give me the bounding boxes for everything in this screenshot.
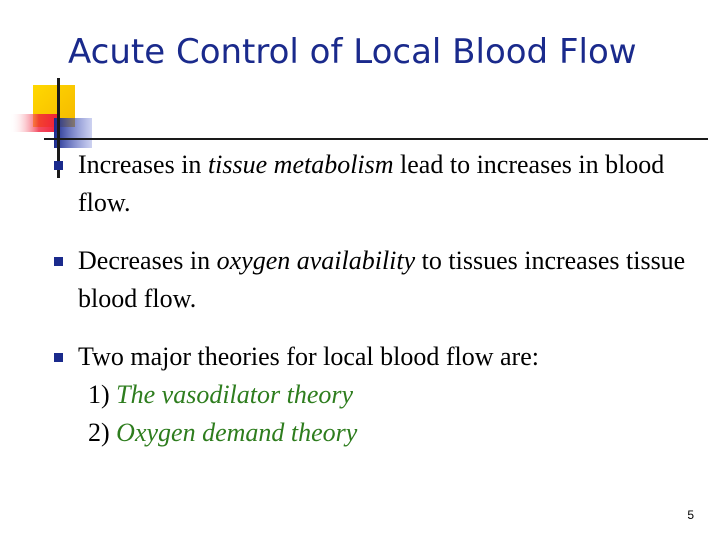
theory-item [88,376,353,414]
bullet-square-icon [54,353,63,362]
bullet-square-icon [54,161,63,170]
page-number: 5 [687,508,694,522]
bullet-text-part: Two major theories for local blood flow are: [78,342,539,371]
slide-title: Acute Control of Local Blood Flow [68,32,637,72]
red-bar [10,114,58,132]
theory-label: The vasodilator theory [116,380,354,409]
bullet-emphasis: tissue metabolism [207,150,394,179]
bullet-text [78,146,708,222]
title-underline [44,138,708,140]
theory-item [88,414,357,452]
theory-number: 2) [88,418,110,447]
bullet-text [78,242,708,318]
bullet-text-part: lead to increases in blood flow. [78,150,665,217]
theory-number: 1) [88,380,110,409]
theory-label: Oxygen demand theory [116,418,358,447]
bullet-square-icon [54,257,63,266]
bullet-emphasis: oxygen availability [216,246,416,275]
bullet-text [78,338,708,376]
bullet-text-part: Increases in [78,150,208,179]
bullet-text-part: Decreases in [78,246,217,275]
bullet-text-part: to tissues increases tissue blood flow. [78,246,686,313]
